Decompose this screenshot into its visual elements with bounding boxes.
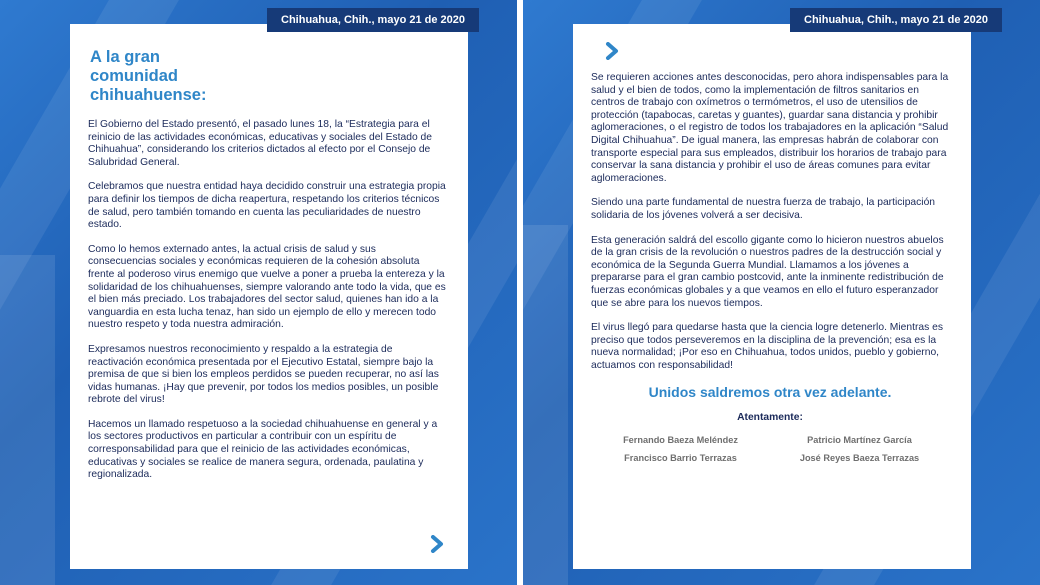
paragraph: Expresamos nuestros reconocimiento y respaldo a la estrategia de reactivación económica presentada por el Ejecutivo Estatal, siempre bajo la premisa de que si bien los empleos perdidos se pueden recuperar, no así las vidas humanas. ¡Hay que prevenir, por todos los medios posibles, un posible rebrote del virus! bbox=[88, 343, 439, 406]
chevron-right-icon[interactable] bbox=[428, 535, 446, 553]
letter-body bbox=[591, 72, 949, 372]
paragraph: El Gobierno del Estado presentó, el pasado lunes 18, la “Estrategia para el reinicio de las actividades económicas, educativas y sociales del Estado de Chihuahua”, considerando los criterios dictados al efecto por el Consejo de Salubridad General. bbox=[88, 119, 432, 168]
letter-title bbox=[88, 48, 446, 105]
chevron-right-icon[interactable] bbox=[603, 42, 621, 60]
letter-card bbox=[573, 24, 971, 569]
signature-name: Fernando Baeza Meléndez bbox=[623, 435, 738, 446]
building-silhouette bbox=[0, 255, 55, 585]
paragraph: Como lo hemos externado antes, la actual crisis de salud y sus consecuencias sociales y económicas requieren de la cohesión absoluta frente al poderoso virus enemigo que vuelve a poner a prueba la entereza y la solidaridad de los chihuahuenses, siempre valorando ante todo la vida, que es el bien más preciado. Los trabajadores del sector salud, quienes han ido a la vanguardia en esta lucha tenaz, han sido un ejemplo de ello y merecen todo nuestro respeto y toda nuestra admiración. bbox=[88, 243, 446, 331]
slogan: Unidos saldremos otra vez adelante. bbox=[648, 384, 892, 401]
paragraph: Se requieren acciones antes desconocidas, pero ahora indispensables para la salud y el bien de todos, como la implementación de filtros sanitarios en centros de trabajo con oxímetros o termómetros, el uso de utensilios de protección (tapabocas, caretas y guantes), guardar sana distancia y prohibir aglomeraciones, o el registro de todos los trabajadores en la aplicación “Salud Digital Chihuahua”. De igual manera, las empresas habrán de colaborar con transporte especial para sus empleados, distribuir los horarios de trabajo para conservar la sana distancia y prohibir el uso de áreas comunes para evitar aglomeraciones. bbox=[591, 72, 949, 184]
signature-name: José Reyes Baeza Terrazas bbox=[799, 453, 920, 464]
paragraph: El virus llegó para quedarse hasta que la ciencia logre detenerlo. Mientras es preciso que todos perseveremos en la disciplina de la prevención; esa es la nueva normalidad; ¡Por eso en Chihuahua, todos unidos, pueblo y gobierno, actuamos con responsabilidad! bbox=[591, 322, 944, 371]
paragraph: Esta generación saldrá del escollo gigante como lo hicieron nuestros abuelos de la gran crisis de la revolución o nuestros padres de la destrucción social y económica de la Segunda Guerra Mundial. Llamamos a los jóvenes a prepararse para el gran cambio postcovid, ante la inminente redistribución de fuerzas económicas globales y a que veamos en ello el futuro esperanzador que se abre para los nuevos tiempos. bbox=[591, 234, 944, 309]
building-silhouette bbox=[523, 225, 568, 585]
signature-name: Patricio Martínez García bbox=[807, 435, 912, 446]
paragraph: Celebramos que nuestra entidad haya decidido construir una estrategia propia para definir los tiempos de dicha reapertura, respetando los criterios técnicos de salud, pero también tomando en cuenta las peculiaridades de nuestro estado. bbox=[88, 181, 446, 231]
paragraph: Siendo una parte fundamental de nuestra fuerza de trabajo, la participación solidaria de los jóvenes volverá a ser decisiva. bbox=[591, 197, 936, 221]
paragraph: Hacemos un llamado respetuoso a la sociedad chihuahuense en general y a los sectores productivos en particular a contribuir con un espíritu de corresponsabilidad para que el reinicio de las actividades económicas, educativas y sociales se realice de manera segura, ordenada, paulatina y regionalizada. bbox=[88, 418, 438, 481]
date-tag: Chihuahua, Chih., mayo 21 de 2020 bbox=[267, 8, 479, 32]
signatures bbox=[591, 435, 949, 463]
letter-card bbox=[70, 24, 468, 569]
title-line: comunidad bbox=[90, 67, 179, 85]
right-page bbox=[523, 0, 1040, 585]
title-line: A la gran bbox=[90, 48, 160, 66]
date-tag: Chihuahua, Chih., mayo 21 de 2020 bbox=[790, 8, 1002, 32]
signature-name: Francisco Barrio Terrazas bbox=[624, 453, 737, 464]
left-page bbox=[0, 0, 517, 585]
title-line: chihuahuense: bbox=[90, 86, 207, 104]
closing: Atentamente: bbox=[737, 412, 803, 424]
